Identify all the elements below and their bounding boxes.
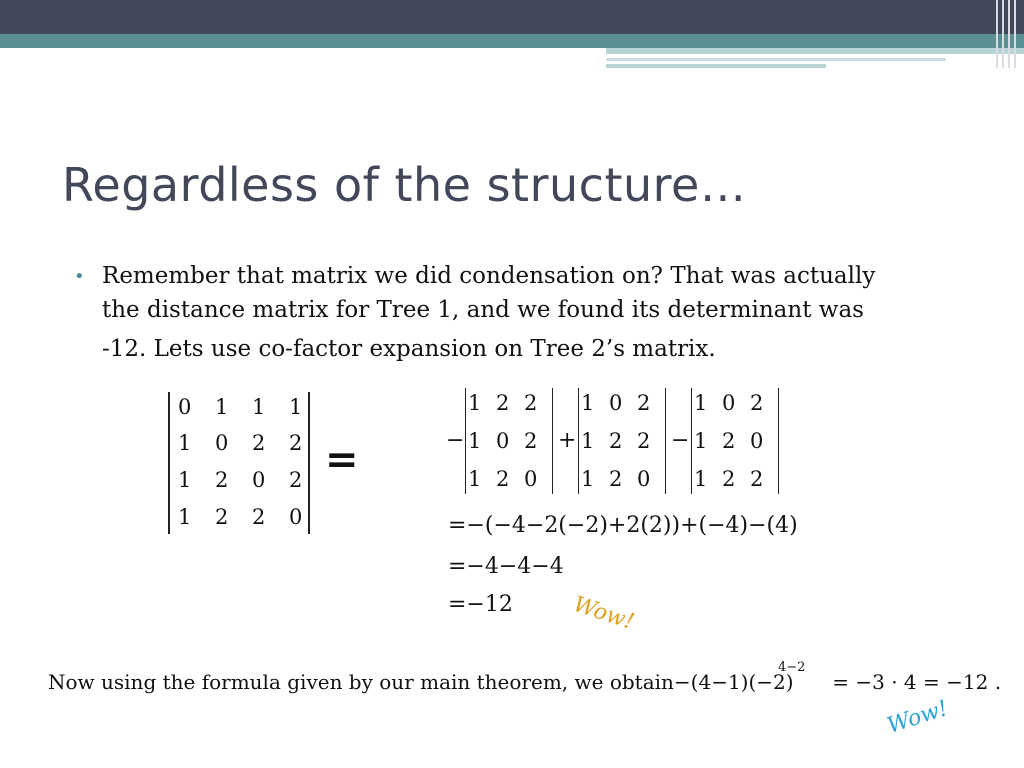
matrix-cell: 0 [750,429,764,453]
matrix-cell: 2 [609,467,623,491]
matrix-cell: 2 [750,391,764,415]
matrix-cell: 0 [609,391,623,415]
matrix-row [694,428,778,454]
minor-matrix [578,388,666,494]
matrix-cell: 2 [496,391,510,415]
header-stripe [1002,0,1004,68]
header-accent-line [606,58,946,61]
operator-sign: − [671,428,690,453]
matrix-cell: 1 [468,391,482,415]
matrix-row [694,466,778,492]
matrix-row [178,504,326,530]
matrix-cell: 1 [694,391,708,415]
matrix-cell: 2 [215,468,229,492]
minor-matrix [691,388,779,494]
matrix-cell: 0 [289,505,303,529]
expansion-step: =−4−4−4 [448,554,564,579]
matrix-cell: 0 [215,431,229,455]
header-bar [0,0,1024,34]
matrix-cell: 1 [694,429,708,453]
matrix-cell: 2 [252,431,266,455]
matrix-cell: 2 [524,391,538,415]
matrix-row [468,390,552,416]
matrix-row [468,466,552,492]
matrix-cell: 2 [722,429,736,453]
header-accent-line [606,64,826,68]
slide-title: Regardless of the structure… [62,158,747,212]
matrix-cell: 1 [178,505,192,529]
matrix-cell: 2 [496,467,510,491]
matrix-row [178,467,326,493]
matrix-cell: 2 [750,467,764,491]
matrix-cell: 2 [609,429,623,453]
formula-exponent: 4−2 [778,660,806,675]
bullet-line: Remember that matrix we did condensation on? That was actually [102,263,876,289]
wow-annotation: Wow! [570,592,638,635]
matrix-cell: 2 [524,429,538,453]
header-stripe [1008,0,1010,68]
matrix-cell: 1 [694,467,708,491]
matrix-row [581,466,665,492]
matrix-cell: 2 [252,505,266,529]
bullet-line: the distance matrix for Tree 1, and we found its determinant was [102,297,864,323]
theorem-formula: −(4−1)(−2) [673,670,794,694]
matrix-cell: 2 [637,391,651,415]
matrix-cell: 1 [581,391,595,415]
matrix-cell: 2 [289,468,303,492]
matrix-row [178,394,326,420]
matrix-cell: 1 [468,467,482,491]
matrix-cell: 1 [178,431,192,455]
matrix-cell: 1 [178,468,192,492]
matrix-cell: 1 [252,395,266,419]
equals-sign: = [325,437,359,483]
theorem-text: Now using the formula given by our main theorem, we obtain [48,670,674,694]
theorem-result: = −3 · 4 = −12 . [825,670,1002,694]
header-accent-band [0,34,1024,48]
expansion-step: =−(−4−2(−2)+2(2))+(−4)−(4) [448,513,798,538]
expansion-result: =−12 [448,592,513,617]
operator-sign: + [558,428,577,453]
theorem-statement [48,668,1001,696]
matrix-cell: 2 [722,467,736,491]
matrix-row [178,430,326,456]
header-stripe [996,0,998,68]
matrix-cell: 0 [637,467,651,491]
operator-sign: − [446,428,465,453]
matrix-row [468,428,552,454]
wow-annotation: Wow! [884,696,952,739]
distance-matrix [168,392,310,534]
matrix-cell: 2 [289,431,303,455]
matrix-cell: 1 [468,429,482,453]
matrix-cell: 1 [581,467,595,491]
matrix-cell: 0 [722,391,736,415]
matrix-cell: 2 [215,505,229,529]
matrix-cell: 0 [524,467,538,491]
matrix-row [581,390,665,416]
matrix-cell: 2 [637,429,651,453]
matrix-cell: 1 [581,429,595,453]
matrix-cell: 0 [178,395,192,419]
header-accent-line [606,48,1024,54]
matrix-cell: 1 [215,395,229,419]
bullet-marker: • [74,266,85,287]
matrix-cell: 1 [289,395,303,419]
minor-matrix [465,388,553,494]
matrix-cell: 0 [496,429,510,453]
matrix-cell: 0 [252,468,266,492]
bullet-line: -12. Lets use co-factor expansion on Tree 2’s matrix. [102,336,716,362]
matrix-row [581,428,665,454]
header-stripe [1014,0,1016,68]
matrix-row [694,390,778,416]
